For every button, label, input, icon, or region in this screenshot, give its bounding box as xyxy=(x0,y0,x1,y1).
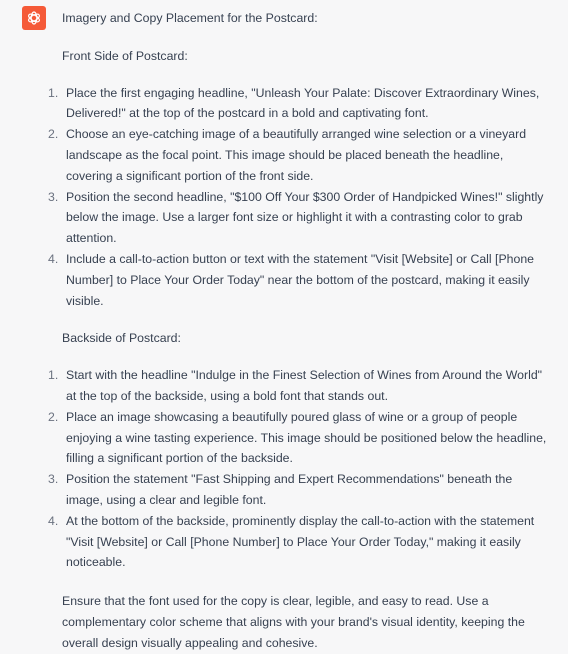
intro-text: Imagery and Copy Placement for the Postcard: xyxy=(62,11,318,25)
message-content xyxy=(48,8,552,654)
list-item: 2. Choose an eye-catching image of a beautifully arranged wine selection or a vineyard landscape as the focal point. This image should be placed beneath the headline, covering a significant portion of the front side. xyxy=(48,127,527,183)
back-side-list xyxy=(48,365,552,573)
openai-logo-icon xyxy=(26,10,42,26)
list-item: 1. Start with the headline "Indulge in the Finest Selection of Wines from Around the World" at the top of the backside, using a bold font that stands out. xyxy=(48,368,543,403)
list-item: 4. At the bottom of the backside, prominently display the call-to-action with the statement "Visit [Website] or Call [Phone Number] to Place Your Order Today," making it easily noticeable. xyxy=(48,513,535,570)
list-item: 1. Place the first engaging headline, "Unleash Your Palate: Discover Extraordinary Wines, Delivered!" at the top of the postcard in a bold and captivating font. xyxy=(48,85,540,121)
closing-paragraph: Ensure that the font used for the copy is clear, legible, and easy to read. Use a complementary color scheme that aligns with your brand's visual identity, keeping the overall design visually appealing and cohesive. xyxy=(62,594,525,650)
assistant-avatar xyxy=(22,6,46,30)
front-side-list xyxy=(48,83,552,312)
list-item: 4. Include a call-to-action button or text with the statement "Visit [Website] or Call [Phone Number] to Place Your Order Today" near the bottom of the postcard, making it easily visible. xyxy=(48,251,535,308)
list-item: 3. Position the second headline, "$100 Off Your $300 Order of Handpicked Wines!" slightly below the image. Use a larger font size or highlight it with a contrasting color to grab attention. xyxy=(48,189,544,246)
front-section-title: Front Side of Postcard: xyxy=(62,48,188,63)
list-item: 3. Position the statement "Fast Shipping and Expert Recommendations" beneath the image, using a clear and legible font. xyxy=(48,472,513,507)
list-item: 2. Place an image showcasing a beautifully poured glass of wine or a group of people enjoying a wine tasting experience. This image should be positioned below the headline, filling a significant portion of the backside. xyxy=(48,409,547,466)
back-section-title: Backside of Postcard: xyxy=(62,331,181,346)
